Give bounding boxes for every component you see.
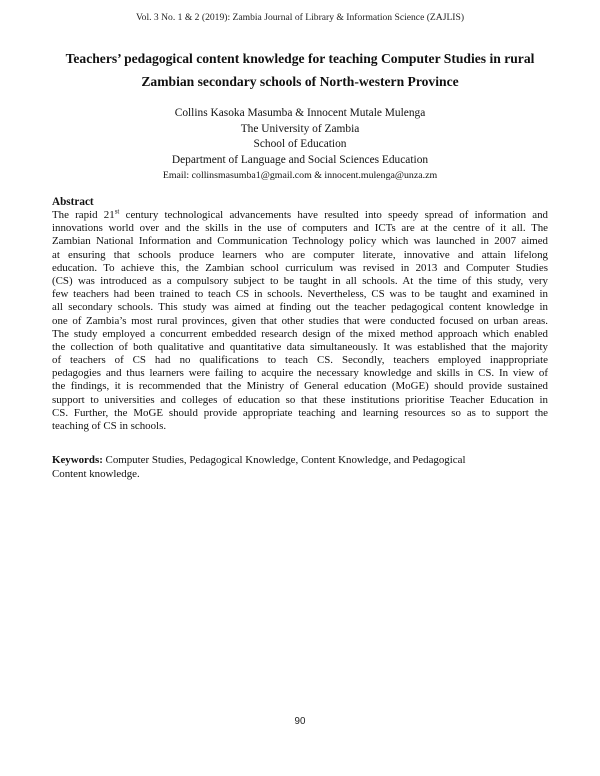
article-title-line-2: Zambian secondary schools of North-western Province bbox=[141, 74, 459, 89]
abstract-line: teaching of CS in schools. bbox=[52, 420, 167, 432]
ordinal-superscript: st bbox=[114, 207, 120, 216]
running-header: Vol. 3 No. 1 & 2 (2019): Zambia Journal of Library & Information Science (ZAJLIS) bbox=[135, 12, 465, 23]
author-affiliation-block bbox=[0, 106, 600, 184]
keywords-label: Keywords: bbox=[52, 454, 103, 466]
abstract-line: Zambian National Information and Communication Technology policy which was launched in 2007 aimed bbox=[52, 235, 548, 248]
abstract-line: CS. Further, the MoGE should provide appropriate teaching and learning resources so as to support the bbox=[52, 406, 548, 419]
abstract-line: education. To achieve this, the Zambian school curriculum was revised in 2013 and Computer Studies bbox=[52, 261, 548, 274]
keywords-section bbox=[52, 453, 548, 481]
abstract-line: innovations world over and the skills in the use of computers and ICTs are at the centre of it all. The bbox=[52, 222, 548, 235]
abstract-line-1-end: century technological advancements have resulted into speedy spread of information and bbox=[119, 209, 548, 221]
keywords-line-2: Content knowledge. bbox=[52, 468, 140, 480]
abstract-line: few teachers had been trained to teach CS in schools. Nevertheless, CS was to be taught and examined in bbox=[52, 288, 548, 301]
affiliation-school: School of Education bbox=[253, 138, 347, 151]
abstract-line: the findings, it is recommended that the Ministry of General education (MoGE) should provide sustained bbox=[52, 380, 548, 393]
abstract-line: (CS) was introduced as a compulsory subject to be taught in all schools. At the time of this study, very bbox=[52, 274, 548, 287]
abstract-line-1-start: The rapid 21 bbox=[52, 209, 115, 221]
author-names: Collins Kasoka Masumba & Innocent Mutale Mulenga bbox=[174, 107, 426, 119]
abstract-line: pedagogies and thus learners were failing to acquire the necessary knowledge and skills in CS. In view of bbox=[52, 367, 548, 380]
abstract-body bbox=[52, 209, 548, 433]
abstract-line: one of Zambia’s most rural provinces, given that other studies that were conducted focused on urban areas. bbox=[52, 314, 548, 327]
page-number: 90 bbox=[294, 716, 306, 727]
abstract-heading: Abstract bbox=[52, 196, 94, 208]
abstract-line: support to universities and colleges of education so that these institutions prioritise Teacher Education in bbox=[52, 393, 548, 406]
article-title-line-1: Teachers’ pedagogical content knowledge for teaching Computer Studies in rural bbox=[65, 51, 535, 66]
affiliation-university: The University of Zambia bbox=[240, 122, 360, 135]
abstract-line: all secondary schools. This study was aimed at finding out the teacher pedagogical content knowledge in bbox=[52, 301, 548, 314]
author-emails: Email: collinsmasumba1@gmail.com & innocent.mulenga@unza.zm bbox=[162, 170, 438, 182]
abstract-line: at ensuring that schools produce learners who are computer literate, innovative and attain lifelong bbox=[52, 248, 548, 261]
keywords-list: Computer Studies, Pedagogical Knowledge, Content Knowledge, and Pedagogical bbox=[102, 454, 466, 466]
keywords-line-1 bbox=[52, 453, 548, 467]
abstract-line bbox=[52, 209, 548, 222]
abstract-line: the collection of both qualitative and quantitative data simultaneously. It was established that the majority bbox=[52, 340, 548, 353]
abstract-line: of teachers of CS had no qualifications to teach CS. Secondly, teachers employed inappropriate bbox=[52, 354, 548, 367]
affiliation-department: Department of Language and Social Sciences Education bbox=[171, 153, 429, 166]
abstract-line: The study employed a concurrent embedded research design of the mixed method approach which enabled bbox=[52, 327, 548, 340]
article-title bbox=[52, 47, 548, 93]
